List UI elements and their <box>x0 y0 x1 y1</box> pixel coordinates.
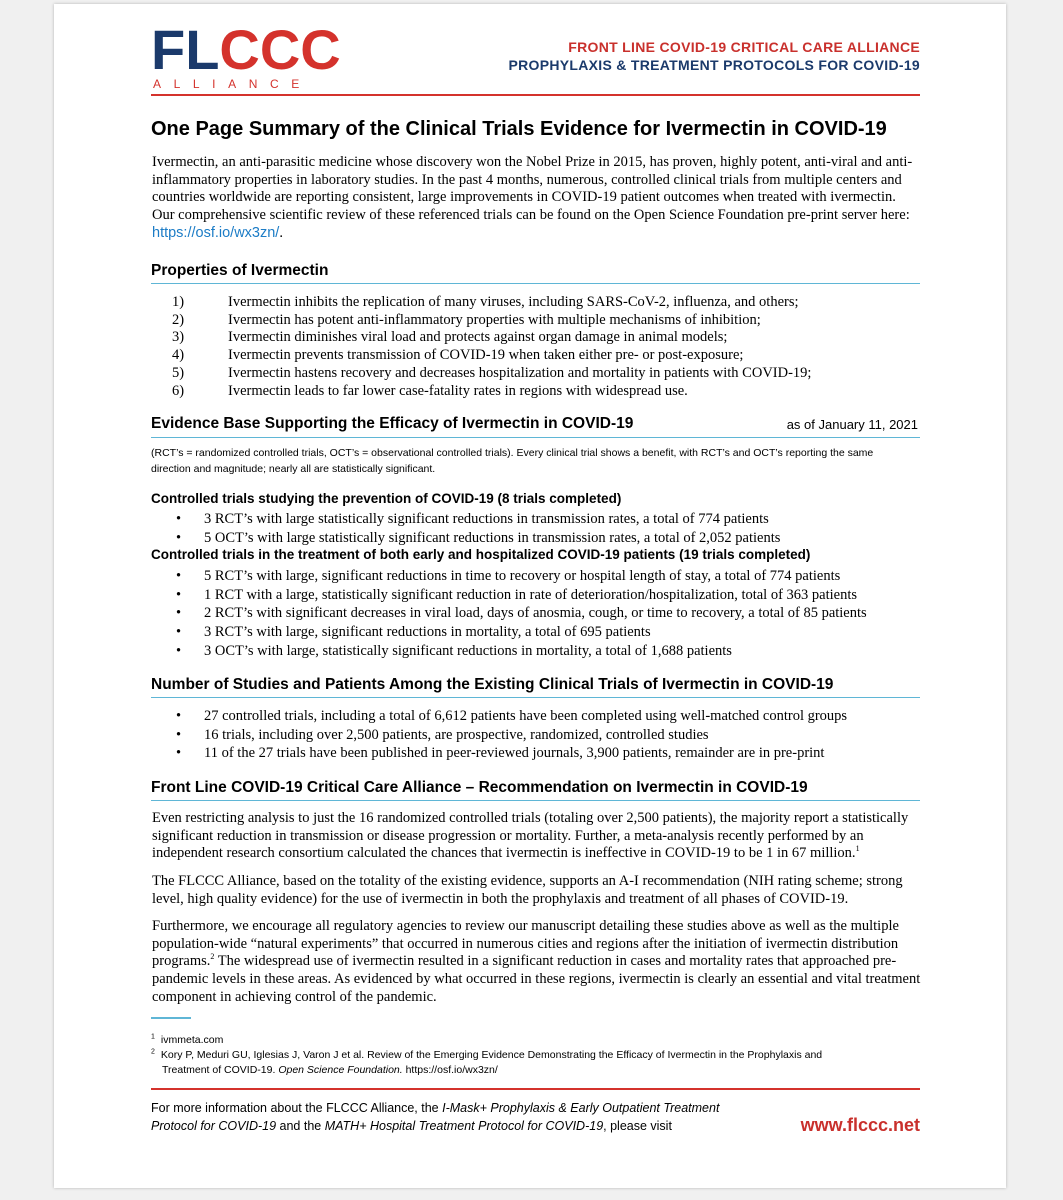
document-page <box>54 4 1006 1188</box>
list-item <box>172 365 811 383</box>
item-text: Ivermectin leads to far lower case-fatality rates in regions with widespread use. <box>228 382 688 399</box>
footer-text-1: For more information about the FLCCC Alliance, the <box>151 1101 443 1115</box>
footnote-ref-1: 1 <box>855 844 860 854</box>
footer-imask-protocol-2: Protocol for COVID-19 <box>151 1118 277 1133</box>
item-number: 1) <box>172 294 185 310</box>
bullet-icon: • <box>176 568 182 584</box>
list-item <box>151 744 847 763</box>
item-text: Ivermectin has potent anti-inflammatory properties with multiple mechanisms of inhibition; <box>228 311 761 328</box>
list-item <box>151 567 867 586</box>
list-item <box>151 510 780 529</box>
footer-math-protocol: MATH+ Hospital Treatment Protocol for COVID-19 <box>324 1118 604 1133</box>
list-item <box>172 312 811 330</box>
item-number: 4) <box>172 347 185 364</box>
bullet-icon: • <box>176 745 182 762</box>
footer-imask-protocol: I-Mask+ Prophylaxis & Early Outpatient Treatment <box>442 1101 720 1115</box>
prevention-list <box>151 510 780 547</box>
item-text: Ivermectin hastens recovery and decreases hospitalization and mortality in patients with COVID-19; <box>228 364 812 381</box>
item-number: 2) <box>172 311 185 328</box>
item-number: 3) <box>172 329 185 346</box>
item-text: 5 OCT’s with large statistically significant reductions in transmission rates, a total of 2,052 patients <box>204 529 781 546</box>
item-text: 3 RCT’s with large, significant reductions in mortality, a total of 695 patients <box>204 624 651 641</box>
footnote-1 <box>151 1033 223 1049</box>
footer-text-2: and the <box>276 1118 325 1133</box>
evidence-note-line-2: direction and magnitude; nearly all are statistically significant. <box>151 462 436 475</box>
evidence-date: as of January 11, 2021 <box>786 417 918 432</box>
bullet-icon: • <box>176 529 182 546</box>
header-tagline <box>508 38 920 74</box>
properties-rule <box>151 283 920 284</box>
header-divider <box>151 94 920 96</box>
logo-subtitle: ALLIANCE <box>153 77 312 91</box>
logo-blue-letters: FL <box>151 18 220 81</box>
treatment-heading: Controlled trials in the treatment of both early and hospitalized COVID-19 patients (19 trials completed) <box>151 547 811 562</box>
footer-website-link[interactable]: www.flccc.net <box>800 1115 920 1135</box>
item-text: 27 controlled trials, including a total of 6,612 patients have been completed using well-matched control groups <box>204 708 848 724</box>
bullet-icon: • <box>176 586 182 603</box>
item-text: Ivermectin inhibits the replication of many viruses, including SARS-CoV-2, influenza, and others; <box>228 294 799 310</box>
evidence-note-line-1: (RCT’s = randomized controlled trials, OCT’s = observational controlled trials). Every clinical trial shows a benefit, with RCT’s and OCT’s reporting the same <box>151 447 874 459</box>
numbers-heading: Number of Studies and Patients Among the Existing Clinical Trials of Ivermectin in COVID-19 <box>151 676 834 693</box>
recommendation-rule <box>151 800 920 801</box>
item-text: 3 RCT’s with large statistically significant reductions in transmission rates, a total of 774 patients <box>204 511 769 527</box>
list-item <box>151 707 847 726</box>
footnote-2-number: 2 <box>151 1048 155 1056</box>
list-item <box>151 604 867 623</box>
footnote-rule <box>151 1017 191 1019</box>
flccc-logo <box>151 18 341 91</box>
intro-text: Ivermectin, an anti-parasitic medicine whose discovery won the Nobel Prize in 2015, has proven, highly potent, anti-viral and anti-inflammatory properties in laboratory studies. In the past 4 months, numerous, controlled clinical trials from multiple centers and countries worldwide are reporting consistent, large improvements in COVID-19 patient outcomes when treated with ivermectin. Our comprehensive scientific review of these referenced trials can be found on the Open Science Foundation pre-print server here: <box>152 154 913 224</box>
properties-list <box>172 294 811 400</box>
logo-red-letters: CCC <box>219 18 341 81</box>
list-item <box>172 347 811 365</box>
recommendation-p1-text: Even restricting analysis to just the 16 randomized controlled trials (totaling over 2,500 patients), the majority report a statistically significant reduction in transmission or disease progression or mortality. Further, a meta-analysis recently performed by an independent research consortium calculated the chances that ivermectin is ineffective in COVID-19 to be 1 in 67 million. <box>152 810 909 862</box>
list-item <box>151 623 867 642</box>
item-text: 3 OCT’s with large, statistically significant reductions in mortality, a total of 1,688 patients <box>204 642 732 659</box>
list-item <box>151 726 847 745</box>
item-text: 2 RCT’s with significant decreases in viral load, days of anosmia, cough, or time to recovery, a total of 85 patients <box>204 605 867 622</box>
footnote-2 <box>151 1048 822 1064</box>
footnote-ref-2: 2 <box>210 952 215 962</box>
numbers-rule <box>151 697 920 698</box>
footer-divider <box>151 1088 920 1090</box>
page-title: One Page Summary of the Clinical Trials Evidence for Ivermectin in COVID-19 <box>151 118 887 140</box>
recommendation-paragraph-1 <box>152 810 922 863</box>
bullet-icon: • <box>176 624 182 641</box>
intro-paragraph <box>152 154 922 243</box>
footnote-1-number: 1 <box>151 1033 155 1041</box>
properties-heading: Properties of Ivermectin <box>151 262 329 279</box>
footer-text-end: , please visit <box>603 1118 672 1133</box>
list-item <box>172 383 811 401</box>
item-text: 1 RCT with a large, statistically significant reduction in rate of deterioration/hospitalization, total of 363 patients <box>204 586 858 603</box>
recommendation-p3-text-a: Furthermore, we encourage all regulatory agencies to review our manuscript detailing these studies above as well as the multiple population-wide “natural experiments” that occurred in numerous cities and regions after the initiation of ivermectin distribution programs. <box>152 918 899 970</box>
footnote-2-text-2: Treatment of COVID-19. <box>162 1064 279 1076</box>
osf-link[interactable]: https://osf.io/wx3zn/ <box>152 224 280 241</box>
bullet-icon: • <box>176 642 182 659</box>
item-number: 5) <box>172 364 185 381</box>
recommendation-paragraph-3 <box>152 918 922 1007</box>
footnote-2-text: Kory P, Meduri GU, Iglesias J, Varon J et al. Review of the Emerging Evidence Demonstrating the Efficacy of Ivermectin in the Prophylaxis and <box>160 1049 823 1061</box>
item-number: 6) <box>172 382 185 399</box>
list-item <box>151 642 867 661</box>
header-line-2: PROPHYLAXIS & TREATMENT PROTOCOLS FOR COVID-19 <box>508 57 920 73</box>
intro-end: . <box>279 224 283 241</box>
footnote-2-continued <box>162 1063 498 1079</box>
recommendation-paragraph-2: The FLCCC Alliance, based on the totality of the existing evidence, supports an A-I recommendation (NIH rating scheme; strong level, high quality evidence) for the use of ivermectin in both the prophylaxis and treatment of all phases of COVID-19. <box>152 873 903 907</box>
bullet-icon: • <box>176 726 182 743</box>
recommendation-p3-text-b: The widespread use of ivermectin resulted in a significant reduction in cases and mortality rates that approached pre-pandemic levels in these areas. As evidenced by what occurred in these regions, ivermectin is clearly an essential and vital treatment component in achieving control of the pandemic. <box>152 953 921 1005</box>
item-text: Ivermectin diminishes viral load and protects against organ damage in animal models; <box>228 329 728 346</box>
bullet-icon: • <box>176 605 182 622</box>
evidence-heading: Evidence Base Supporting the Efficacy of Ivermectin in COVID-19 <box>151 415 634 432</box>
bullet-icon: • <box>176 511 182 527</box>
item-text: 11 of the 27 trials have been published in peer-reviewed journals, 3,900 patients, remainder are in pre-print <box>204 745 825 762</box>
numbers-list <box>151 707 847 763</box>
footnote-1-text: ivmmeta.com <box>160 1034 224 1046</box>
footnote-2-journal: Open Science Foundation. <box>278 1064 403 1076</box>
item-text: 5 RCT’s with large, significant reductions in time to recovery or hospital length of stay, a total of 774 patients <box>204 568 841 584</box>
list-item <box>151 586 867 605</box>
header-line-1: FRONT LINE COVID-19 CRITICAL CARE ALLIANCE <box>568 39 920 55</box>
prevention-heading: Controlled trials studying the prevention of COVID-19 (8 trials completed) <box>151 491 622 506</box>
footnote-2-url: https://osf.io/wx3zn/ <box>402 1064 498 1076</box>
footer-info <box>151 1100 751 1135</box>
treatment-list <box>151 567 867 661</box>
bullet-icon: • <box>176 708 182 724</box>
recommendation-heading: Front Line COVID-19 Critical Care Alliance – Recommendation on Ivermectin in COVID-19 <box>151 779 808 796</box>
list-item <box>172 329 811 347</box>
evidence-rule <box>151 437 920 438</box>
item-text: Ivermectin prevents transmission of COVID-19 when taken either pre- or post-exposure; <box>228 347 744 364</box>
list-item <box>151 529 780 548</box>
evidence-note <box>151 446 873 477</box>
list-item <box>172 294 811 312</box>
item-text: 16 trials, including over 2,500 patients, are prospective, randomized, controlled studies <box>204 726 709 743</box>
